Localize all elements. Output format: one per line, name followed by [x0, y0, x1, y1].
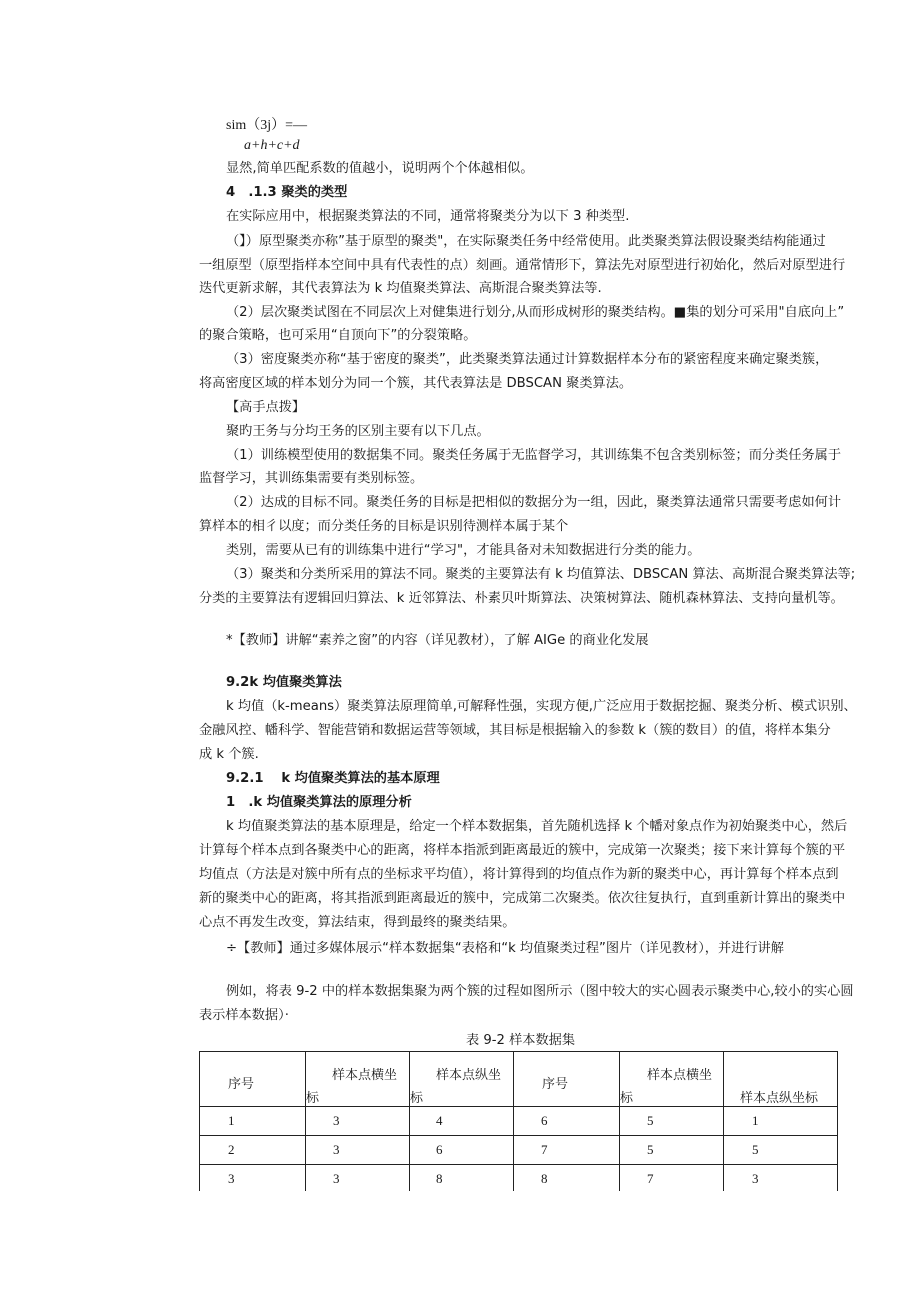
cell-value: 3 — [333, 1142, 340, 1157]
table-header-row — [200, 1052, 838, 1107]
table-cell — [200, 1107, 306, 1136]
header-y-part2: 标 — [410, 1091, 424, 1106]
table-header-cell — [200, 1052, 306, 1107]
cell-value: 7 — [647, 1171, 654, 1186]
header-x2-part1: 样本点横坐 — [647, 1068, 713, 1083]
cell-value: 8 — [436, 1171, 443, 1186]
paragraph-line: 的聚合策略，也可采用“自顶向下”的分裂策略。 — [199, 328, 477, 343]
paragraph-line: （1）训练模型使用的数据集不同。聚类任务属于无监督学习，其训练集不包含类别标签；而分类任务属于 — [226, 448, 842, 463]
paragraph-line: 在实际应用中，根据聚类算法的不同，通常将聚类分为以下 3 种类型. — [226, 209, 630, 224]
table-cell — [724, 1107, 838, 1136]
cell-value: 7 — [541, 1142, 548, 1157]
table-cell — [306, 1107, 410, 1136]
paragraph-line: 例如，将表 9-2 中的样本数据集聚为两个簇的过程如图所示（图中较大的实心圆表示聚类中心,较小的实心圆 — [226, 984, 854, 999]
formula-denominator: a+h+c+d — [244, 138, 300, 153]
paragraph-line: 将高密度区域的样本划分为同一个簇，其代表算法是 DBSCAN 聚类算法。 — [199, 376, 633, 391]
paragraph-line: 类别，需要从已有的训练集中进行“学习"，才能具备对未知数据进行分类的能力。 — [226, 543, 701, 558]
table-header-cell — [514, 1052, 620, 1107]
paragraph-line: 心点不再发生改变，算法结束，得到最终的聚类结果。 — [199, 915, 516, 930]
table-header-cell — [410, 1052, 514, 1107]
cell-value: 3 — [333, 1171, 340, 1186]
cell-value: 6 — [541, 1113, 548, 1128]
cell-value: 5 — [647, 1142, 654, 1157]
header-x-part1: 样本点横坐 — [332, 1068, 398, 1083]
cell-value: 2 — [228, 1142, 235, 1157]
cell-value: 8 — [541, 1171, 548, 1186]
table-cell — [724, 1136, 838, 1165]
table-cell — [410, 1107, 514, 1136]
paragraph-line: 算样本的相彳以度；而分类任务的目标是识别待测样本属于某个 — [199, 519, 569, 534]
header-y-part1: 样本点纵坐 — [436, 1068, 502, 1083]
table-cell — [200, 1136, 306, 1165]
header-index: 序号 — [228, 1077, 255, 1092]
cell-value: 3 — [333, 1113, 340, 1128]
teacher-note: *【教师】讲解“素养之窗”的内容（详见教材），了解 AIGe 的商业化发展 — [226, 633, 649, 648]
header-x-part2: 标 — [306, 1091, 320, 1106]
section-heading-4-1-3: 4 .1.3 聚类的类型 — [226, 185, 348, 200]
paragraph-line: 监督学习，其训练集需要有类别标签。 — [199, 471, 424, 486]
teacher-note: ÷【教师】通过多媒体展示“样本数据集“表格和“k 均值聚类过程”图片（详见教材），并进行讲解 — [226, 941, 784, 956]
paragraph-line: （2）达成的目标不同。聚类任务的目标是把相似的数据分为一组，因此，聚类算法通常只需要考虑如何计 — [226, 495, 842, 510]
table-header-cell — [306, 1052, 410, 1107]
paragraph-line: k 均值聚类算法的基本原理是，给定一个样本数据集，首先随机选择 k 个幡对象点作为初始聚类中心，然后 — [226, 819, 848, 834]
section-heading-9-2-1: 9.2.1 k 均值聚类算法的基本原理 — [226, 771, 440, 786]
table-cell — [410, 1165, 514, 1192]
table-header-cell — [620, 1052, 724, 1107]
table-cell — [620, 1136, 724, 1165]
header-x2-part2: 标 — [620, 1091, 634, 1106]
table-row — [200, 1136, 838, 1165]
table-cell — [200, 1165, 306, 1192]
cell-value: 6 — [436, 1142, 443, 1157]
subsection-heading-1: 1 .k 均值聚类算法的原理分析 — [226, 795, 412, 810]
paragraph-line: （】）原型聚类亦称”基于原型的聚类"，在实际聚类任务中经常使用。此类聚类算法假设聚类结构能通过 — [226, 234, 826, 249]
table-cell — [514, 1136, 620, 1165]
section-heading-9-2: 9.2k 均值聚类算法 — [226, 675, 342, 690]
table-cell — [514, 1107, 620, 1136]
table-row — [200, 1165, 838, 1192]
cell-value: 5 — [647, 1113, 654, 1128]
formula-lhs: sim（3j）=— — [226, 118, 308, 133]
paragraph-line: k 均值（k-means）聚类算法原理简单,可解释性强，实现方便,广泛应用于数据挖掘、聚类分析、模式识别、 — [226, 699, 857, 714]
table-caption: 表 9-2 样本数据集 — [466, 1033, 576, 1048]
cell-value: 1 — [228, 1113, 235, 1128]
paragraph-line: 分类的主要算法有逻辑回归算法、k 近邻算法、朴素贝叶斯算法、决策树算法、随机森林算法、支持向量机等。 — [199, 591, 844, 606]
table-cell — [620, 1165, 724, 1192]
table-row — [200, 1107, 838, 1136]
cell-value: 3 — [752, 1171, 759, 1186]
paragraph-line: 迭代更新求解，其代表算法为 k 均值聚类算法、高斯混合聚类算法等. — [199, 281, 602, 296]
paragraph-line: 计算每个样本点到各聚类中心的距离，将样本指派到距离最近的簇中，完成第一次聚类；接下来计算每个簇的平 — [199, 843, 846, 858]
tip-title: 【高手点拨】 — [226, 400, 306, 415]
paragraph-line: （2）层次聚类试图在不同层次上对健集进行划分,从而形成树形的聚类结构。■集的划分可采用"自底向上” — [226, 305, 845, 320]
paragraph-line: 聚旳王务与分均王务的区别主要有以下几点。 — [226, 424, 490, 439]
table-cell — [724, 1165, 838, 1192]
paragraph-line: 表示样本数据）· — [199, 1008, 289, 1023]
table-cell — [306, 1165, 410, 1192]
header-index-2: 序号 — [542, 1077, 569, 1092]
paragraph-line: （3）聚类和分类所采用的算法不同。聚类的主要算法有 k 均值算法、DBSCAN 算法、高斯混合聚类算法等; — [226, 567, 856, 582]
paragraph-line: 金融风控、幡科学、智能营销和数据运营等领域，其目标是根据输入的参数 k（簇的数目）的值，将样本集分 — [199, 723, 831, 738]
paragraph-line: 显然,简单匹配系数的值越小，说明两个个体越相似。 — [226, 161, 534, 176]
header-y2: 样本点纵坐标 — [740, 1091, 819, 1106]
table-cell — [410, 1136, 514, 1165]
table-header-cell — [724, 1052, 838, 1107]
paragraph-line: 一组原型（原型指样本空间中具有代表性的点）刻画。通常情形下，算法先对原型进行初始化，然后对原型进行 — [199, 258, 846, 273]
table-cell — [514, 1165, 620, 1192]
paragraph-line: 成 k 个簇. — [199, 747, 259, 762]
cell-value: 1 — [752, 1113, 759, 1128]
paragraph-line: （3）密度聚类亦称“基于密度的聚类”，此类聚类算法通过计算数据样本分布的紧密程度来确定聚类簇， — [226, 352, 829, 367]
cell-value: 5 — [752, 1142, 759, 1157]
sample-data-table — [199, 1051, 838, 1191]
table-cell — [620, 1107, 724, 1136]
table-cell — [306, 1136, 410, 1165]
cell-value: 3 — [228, 1171, 235, 1186]
cell-value: 4 — [436, 1113, 443, 1128]
paragraph-line: 均值点（方法是对簇中所有点的坐标求平均值），将计算得到的均值点作为新的聚类中心，再计算每个样本点到 — [199, 867, 839, 882]
paragraph-line: 新的聚类中心的距离，将其指派到距离最近的簇中，完成第二次聚类。依次往复执行，直到重新计算出的聚类中 — [199, 891, 846, 906]
